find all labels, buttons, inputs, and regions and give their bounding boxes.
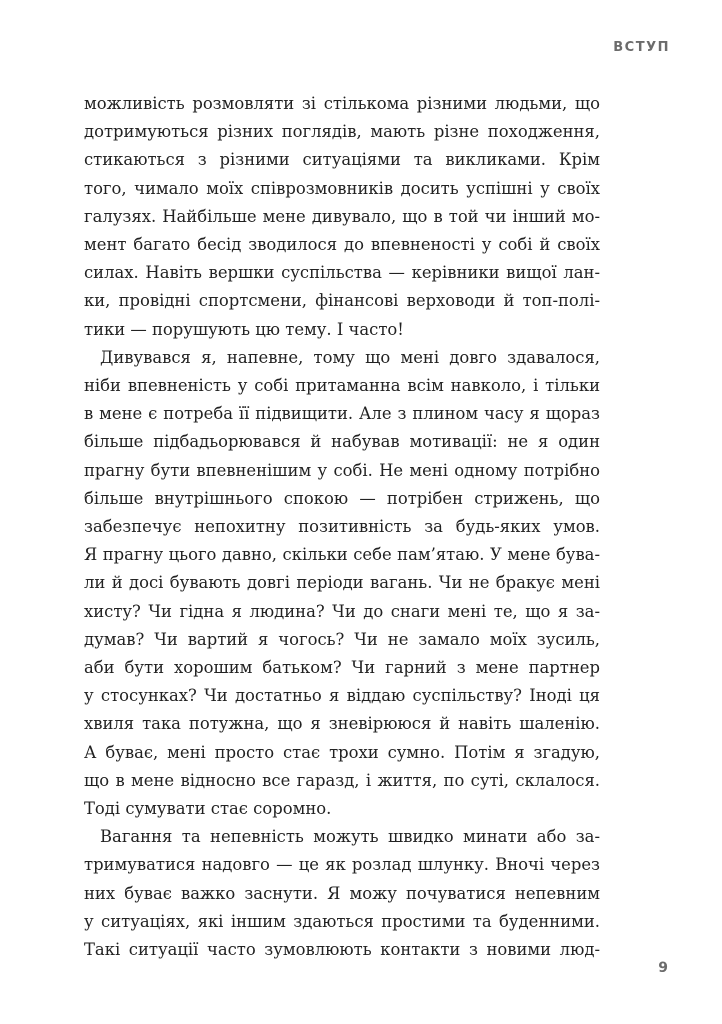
text-line: них буває важко заснути. Я можу почуватися непевним [84,883,600,903]
text-line: стикаються з різними ситуаціями та викликами. Крім [84,150,600,170]
text-line: того, чимало моїх співрозмовників досить успішні у своїх [84,178,600,198]
text-line: хвиля така потужна, що я зневірююся й навіть шаленію. [84,714,600,734]
paragraph-3 [84,823,600,964]
text-line: Вагання та непевність можуть швидко минати або за- [100,827,600,847]
text-line: Такі ситуації часто зумовлюють контакти з новими люд- [84,940,600,960]
text-line: у ситуаціях, які іншим здаються простими та буденними. [84,911,600,931]
text-line: в мене є потреба її підвищити. Але з плином часу я щораз [84,404,600,424]
text-line: ки, провідні спортсмени, фінансові верховоди й топ-полі- [84,291,600,311]
paragraph-2 [84,344,600,823]
text-line: тики — порушують цю тему. І часто! [84,319,404,339]
text-line: ли й досі бувають довгі періоди вагань. Чи не бракує мені [84,573,600,593]
paragraph-1 [84,90,600,344]
text-line: більше підбадьорювався й набував мотивації: не я один [84,432,600,452]
text-line: у стосунках? Чи достатньо я віддаю суспільству? Іноді ця [84,686,600,706]
text-line: дотримуються різних поглядів, мають різне походження, [84,122,600,142]
text-line: силах. Навіть вершки суспільства — керівники вищої лан- [84,263,600,283]
text-line: ніби впевненість у собі притаманна всім навколо, і тільки [84,376,600,396]
text-line: галузях. Найбільше мене дивувало, що в той чи інший мо- [84,206,600,226]
text-line: можливість розмовляти зі стількома різними людьми, що [84,94,600,113]
text-line: тримуватися надовго — це як розлад шлунку. Вночі через [84,855,600,875]
running-head: ВСТУП [613,40,670,55]
body-text [84,90,600,964]
page-number: 9 [658,960,668,976]
text-line: більше внутрішнього спокою — потрібен стрижень, що [84,488,600,508]
text-line: хисту? Чи гідна я людина? Чи до снаги мені те, що я за- [84,601,600,621]
text-line: думав? Чи вартий я чогось? Чи не замало моїх зусиль, [84,629,600,649]
text-line: прагну бути впевненішим у собі. Не мені одному потрібно [84,460,600,480]
text-line: А буває, мені просто стає трохи сумно. Потім я згадую, [84,742,600,762]
text-line: забезпечує непохитну позитивність за будь-яких умов. [84,517,600,537]
text-line: Я прагну цього давно, скільки себе пам’ятаю. У мене бува- [84,545,600,565]
text-line: що в мене відносно все гаразд, і життя, по суті, склалося. [84,770,600,790]
text-line: Дивувався я, напевне, тому що мені довго здавалося, [100,347,600,367]
text-line: аби бути хорошим батьком? Чи гарний з мене партнер [84,658,600,678]
text-line: Тоді сумувати стає соромно. [84,799,332,819]
text-line: мент багато бесід зводилося до впевненості у собі й своїх [84,235,600,255]
